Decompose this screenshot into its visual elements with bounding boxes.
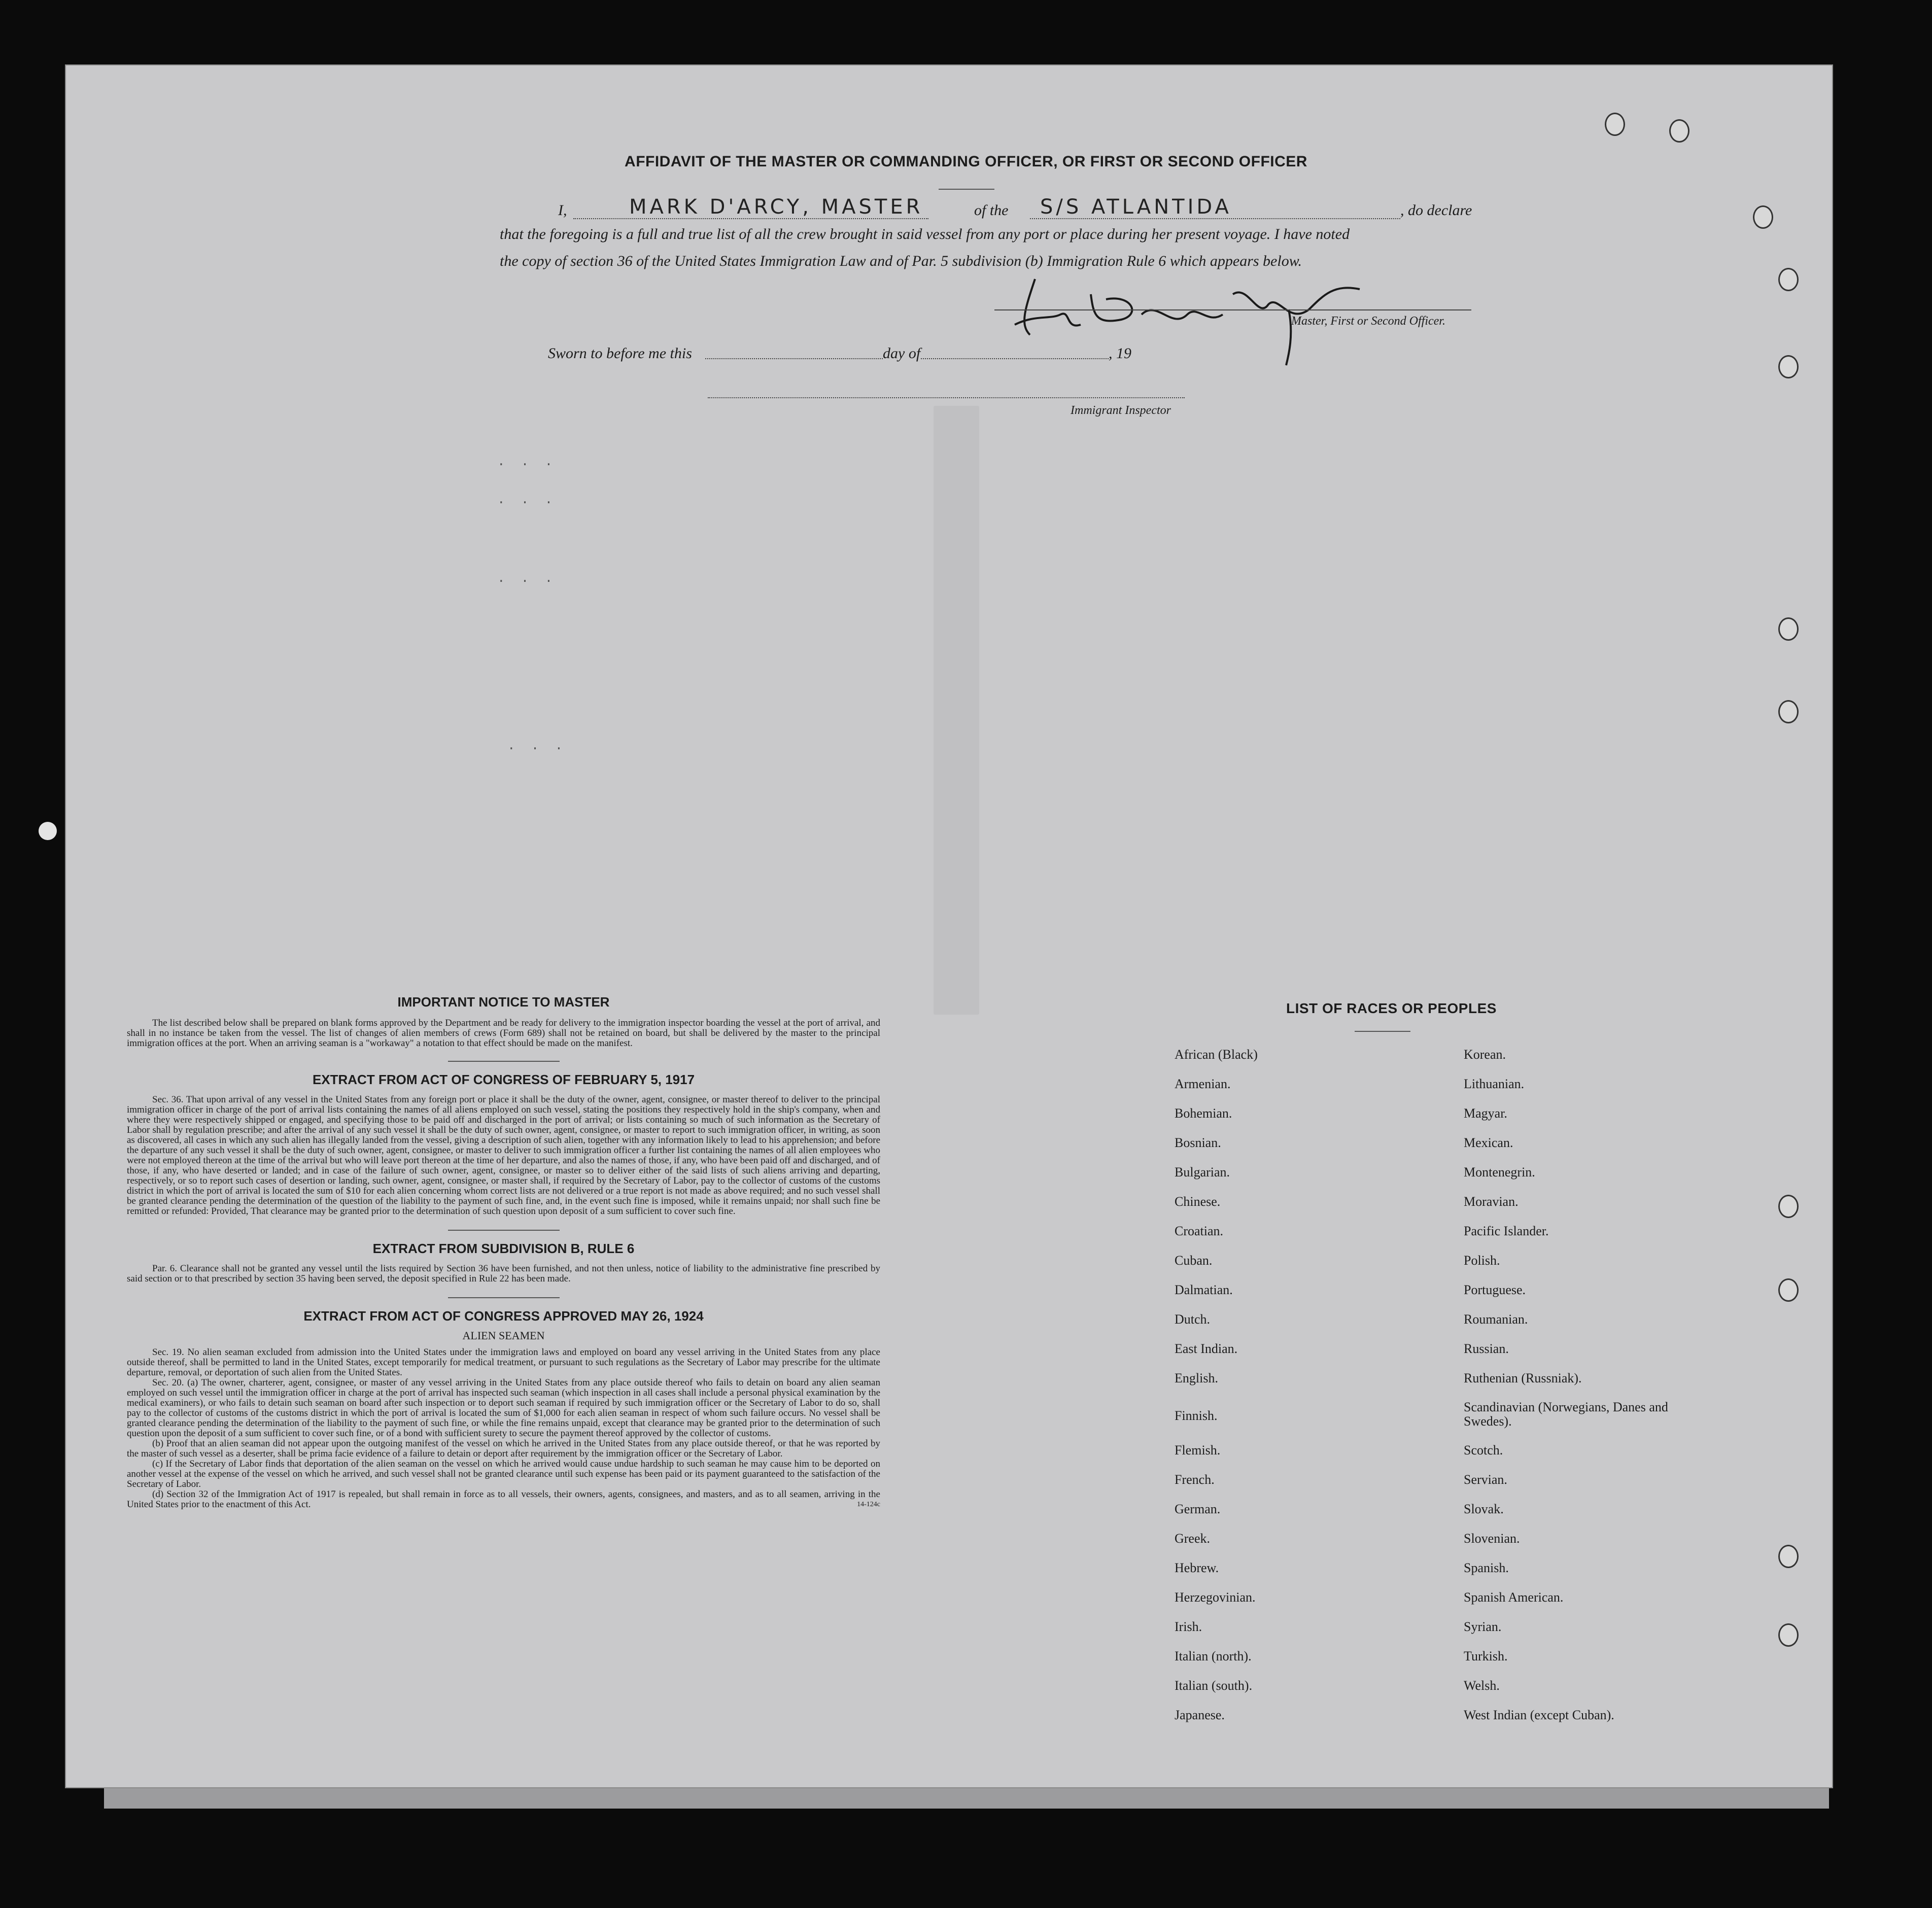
alien-seamen-subtitle: ALIEN SEAMEN: [462, 1329, 545, 1342]
signature-line: [994, 309, 1471, 310]
race-item: Portuguese.: [1464, 1282, 1526, 1297]
race-item: English.: [1175, 1371, 1218, 1385]
punch-hole: [1778, 700, 1799, 723]
sworn-day-of: day of: [883, 345, 921, 362]
sworn-line-1: [705, 358, 883, 359]
race-item: Armenian.: [1175, 1077, 1231, 1091]
punch-hole: [1778, 1278, 1799, 1302]
rule6-title: EXTRACT FROM SUBDIVISION B, RULE 6: [372, 1241, 635, 1256]
races-left-column: [1175, 1047, 1258, 1737]
race-item: Bohemian.: [1175, 1106, 1232, 1121]
race-item: Korean.: [1464, 1047, 1506, 1062]
race-item: Syrian.: [1464, 1619, 1502, 1634]
divider: [448, 1061, 560, 1062]
extract-1924-title: EXTRACT FROM ACT OF CONGRESS APPROVED MAY 26, 1924: [303, 1308, 704, 1324]
punch-hole: [1778, 1195, 1799, 1218]
race-item: Flemish.: [1175, 1443, 1221, 1458]
inspector-line: [708, 397, 1185, 398]
race-item: Herzegovinian.: [1175, 1590, 1256, 1605]
race-item: Polish.: [1464, 1253, 1500, 1268]
divider: [939, 189, 994, 190]
race-item: Bosnian.: [1175, 1135, 1221, 1150]
race-item: East Indian.: [1175, 1341, 1238, 1356]
affidavit-do-declare: , do declare: [1400, 202, 1472, 219]
punch-hole: [1778, 355, 1799, 378]
race-item: Japanese.: [1175, 1708, 1225, 1722]
sworn-year: , 19: [1109, 345, 1131, 362]
race-item: Chinese.: [1175, 1194, 1221, 1209]
race-item: Moravian.: [1464, 1194, 1519, 1209]
race-item: Scotch.: [1464, 1443, 1503, 1458]
race-item: Roumanian.: [1464, 1312, 1528, 1327]
notice-text: The list described below shall be prepared on blank forms approved by the Department and be ready for delivery to the immigration inspector boarding the vessel at the port of arrival, and shall in no instance be taken from the vessel. The list of changes of alien members of crews (Form 689) shall not be retained on board, but shall be delivered by the master to the principal immigration offices at the port. When an arriving seaman is a "workaway" a notation to that effect should be made on the manifest.: [127, 1018, 880, 1049]
sec-19-text: Sec. 19. No alien seaman excluded from admission into the United States under the immigration laws and employed on board any vessel arriving in the United States from any place outside thereof, shall be permitted to land in the United States, except temporarily for medical treatment, or pursuant to such regulations as the Secretary of Labor may prescribe for the ultimate departure, removal, or deportation of such alien from the United States.: [127, 1347, 880, 1378]
divider: [448, 1297, 560, 1298]
punch-hole: [1778, 617, 1799, 641]
inspector-caption: Immigrant Inspector: [1071, 404, 1171, 417]
race-item: Turkish.: [1464, 1649, 1508, 1663]
punch-hole: [1778, 268, 1799, 291]
sworn-line-2: [921, 358, 1109, 359]
affidavit-title: AFFIDAVIT OF THE MASTER OR COMMANDING OFFICER, OR FIRST OR SECOND OFFICER: [625, 153, 1307, 170]
affidavit-line-2: that the foregoing is a full and true list of all the crew brought in said vessel from any port or place during her present voyage. I have noted: [500, 226, 1350, 242]
page-edge: [104, 1788, 1829, 1809]
sec-20a-text: Sec. 20. (a) The owner, charterer, agent, consignee, or master of any vessel arriving in the United States from any place outside thereof who fails to detain on board any alien seaman employed on such vessel until the immigration officer in charge at the port of arrival has inspected such seaman (which inspection in all cases shall include a personal physical examination by the medical examiners), or who fails to detain such seaman on board after such inspection or to deport such seaman if required by such immigration officer or the Secretary of Labor to do so, shall pay to the collector of customs of the customs district in which the port of arrival is located the sum of $1,000 for each alien seaman in respect of whom such failure occurs. No vessel shall be granted clearance pending the determination of the liability to the payment of such fine, or while the fine remains unpaid, except that clearance may be granted prior to the determination of such question upon the deposit of a sum sufficient to cover such fine, or of a bond with sufficient surety to secure the payment thereof approved by the collector of customs.: [127, 1377, 880, 1439]
race-item: Spanish.: [1464, 1560, 1509, 1575]
sec-20b-text: (b) Proof that an alien seaman did not appear upon the outgoing manifest of the vessel on which he arrived in the United States from any place outside thereof, or that he was reported by the master of such vessel as a deserter, shall be prima facie evidence of a failure to detain or deport after requirement by the immigration officer or the Secretary of Labor.: [127, 1438, 880, 1459]
punch-hole: [1778, 1623, 1799, 1647]
race-item: African (Black): [1175, 1047, 1258, 1062]
race-item: Croatian.: [1175, 1224, 1224, 1238]
punch-hole: [1778, 1545, 1799, 1568]
race-item: Dutch.: [1175, 1312, 1211, 1327]
race-item: Hebrew.: [1175, 1560, 1219, 1575]
punch-hole: [1753, 205, 1773, 229]
race-item: Dalmatian.: [1175, 1282, 1233, 1297]
bleed-through-dots: . . .: [507, 738, 563, 753]
bleed-through-marks: [934, 406, 979, 1015]
race-item: French.: [1175, 1472, 1215, 1487]
race-item: Slovak.: [1464, 1502, 1504, 1516]
race-item: Lithuanian.: [1464, 1077, 1525, 1091]
affidavit-i: I,: [558, 202, 567, 219]
race-item: Finnish.: [1175, 1408, 1218, 1423]
race-item: Scandinavian (Norwegians, Danes and Swedes).: [1464, 1400, 1668, 1429]
races-title: LIST OF RACES OR PEOPLES: [1286, 1000, 1497, 1016]
punch-hole: [1669, 119, 1689, 143]
extract-1917-title: EXTRACT FROM ACT OF CONGRESS OF FEBRUARY 5, 1917: [312, 1072, 695, 1087]
race-item: Italian (north).: [1175, 1649, 1252, 1663]
race-item: Russian.: [1464, 1341, 1509, 1356]
race-item: Irish.: [1175, 1619, 1202, 1634]
master-name-handwritten: MARK D'ARCY, MASTER: [629, 195, 923, 219]
race-item: West Indian (except Cuban).: [1464, 1708, 1614, 1722]
races-right-column: [1464, 1047, 1677, 1737]
bleed-through-dots: . . .: [497, 492, 553, 507]
race-item: Spanish American.: [1464, 1590, 1564, 1605]
notice-title: IMPORTANT NOTICE TO MASTER: [397, 994, 610, 1010]
race-item: Welsh.: [1464, 1678, 1500, 1693]
race-item: Pacific Islander.: [1464, 1224, 1549, 1238]
extract-1917-text: Sec. 36. That upon arrival of any vessel in the United States from any foreign port or place it shall be the duty of the owner, agent, consignee, or master thereof to deliver to the principal immigration officer in charge of the port of arrival lists containing the names of all aliens employed on such vessel, stating the positions they respectively hold in the ship's company, when and where they were respectively shipped or engaged, and specifying those to be paid off and discharged in the port of arrival; or lists containing so much of such information as the Secretary of Labor shall by regulation prescribe; and after the arrival of any such vessel it shall be the duty of such owner, agent, consignee, or master to report to such immigration officer, in writing, as soon as discovered, all cases in which any such alien has illegally landed from the vessel, giving a description of such alien, together with any information likely to lead to his apprehension; and before the departure of any such vessel it shall be the duty of such owner, agent, consignee, or master to deliver to such immigration officer a further list containing the names of all alien employees who were not employed thereon at the time of the arrival but who will leave port thereon at the time of her departure, and also the names of those, if any, who have been paid off and discharged, and of those, if any, who have deserted or landed; and in case of the failure of such owner, agent, consignee, or master so to deliver either of the said lists of such aliens arriving and departing, respectively, or so to report such cases of desertion or landing, such owner, agent, consignee, or master shall, if required by the Secretary of Labor, pay to the collector of customs of the customs district in which the port of arrival is located the sum of $10 for each alien concerning whom correct lists are not delivered or a true report is not made as above required; and no such vessel shall be granted clearance pending the determination of the question of the liability to the payment of such fine, and, in the event such fine is imposed, while it remains unpaid; nor shall such fine be remitted or refunded: Provided, That clearance may be granted prior to the determination of such question upon deposit of a sum sufficient to cover such fine.: [127, 1094, 880, 1217]
race-item: Cuban.: [1175, 1253, 1213, 1268]
binding-hole: [39, 822, 57, 840]
race-item: Magyar.: [1464, 1106, 1507, 1121]
signature-caption: Master, First or Second Officer.: [1291, 315, 1445, 328]
sec-20d-text: (d) Section 32 of the Immigration Act of 1917 is repealed, but shall remain in force as to all vessels, their owners, agents, consignees, and masters, and as to all seamen, arriving in the United States prior to the enactment of this Act.: [127, 1489, 880, 1510]
divider: [1355, 1031, 1410, 1032]
bleed-through-dots: . . .: [497, 571, 553, 586]
rule6-text: Par. 6. Clearance shall not be granted any vessel until the lists required by Section 36 have been furnished, and not then unless, notice of liability to the administrative fine prescribed by said section or to that prescribed by section 35 having been served, the deposit specified in Rule 22 has been made.: [127, 1263, 880, 1284]
form-number: 14-124c: [857, 1501, 880, 1508]
affidavit-line-3: the copy of section 36 of the United States Immigration Law and of Par. 5 subdivision (b) Immigration Rule 6 which appears below.: [500, 253, 1302, 269]
race-item: Ruthenian (Russniak).: [1464, 1371, 1582, 1385]
divider: [448, 1230, 560, 1231]
important-notice: [127, 994, 880, 1509]
race-item: German.: [1175, 1502, 1221, 1516]
punch-hole: [1605, 113, 1625, 136]
race-item: Slovenian.: [1464, 1531, 1520, 1546]
sec-20c-text: (c) If the Secretary of Labor finds that deportation of the alien seaman on the vessel on which he arrived would cause undue hardship to such seaman he may cause him to be deported on another vessel at the expense of the vessel on which he arrived, and such vessel shall not be granted clearance until such expense has been paid or its payment guaranteed to the satisfaction of the Secretary of Labor.: [127, 1459, 880, 1489]
race-item: Mexican.: [1464, 1135, 1513, 1150]
sworn-text: Sworn to before me this: [548, 345, 692, 362]
bleed-through-dots: . . .: [497, 454, 553, 469]
race-item: Servian.: [1464, 1472, 1507, 1487]
race-item: Montenegrin.: [1464, 1165, 1535, 1180]
race-item: Bulgarian.: [1175, 1165, 1230, 1180]
affidavit-of-the: of the: [974, 202, 1009, 219]
vessel-name-handwritten: S/S ATLANTIDA: [1040, 195, 1232, 219]
race-item: Greek.: [1175, 1531, 1211, 1546]
race-item: Italian (south).: [1175, 1678, 1253, 1693]
